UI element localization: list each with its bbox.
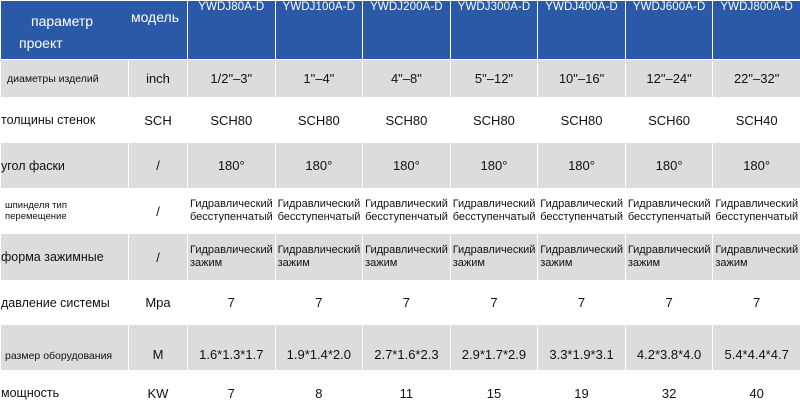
cell-value: 7 (275, 281, 363, 325)
param-label: параметр (31, 13, 93, 29)
cell-value: 32 (625, 371, 713, 416)
cell-value: 4"–8" (363, 60, 451, 98)
table-row (1, 143, 800, 189)
cell-value: 2.7*1.6*2.3 (363, 325, 451, 371)
row-unit: / (129, 189, 188, 234)
cell-value: SCH80 (275, 98, 363, 143)
row-name: давление системы (1, 281, 129, 325)
cell-value: Гидравлический зажим (450, 234, 538, 281)
model-header: YWDJ600A-D (625, 1, 713, 60)
cell-value: Гидравлический зажим (625, 234, 713, 281)
row-unit: Mpa (129, 281, 188, 325)
cell-value: Гидравлический бесступенчатый (450, 189, 538, 234)
cell-value: SCH60 (625, 98, 713, 143)
model-label: модель (131, 9, 179, 25)
cell-value: Гидравлический бесступенчатый (625, 189, 713, 234)
cell-value: Гидравлический зажим (713, 234, 800, 281)
cell-value: SCH80 (363, 98, 451, 143)
cell-value: 2.9*1.7*2.9 (450, 325, 538, 371)
model-header: YWDJ400A-D (538, 1, 626, 60)
cell-value: 180° (363, 143, 451, 189)
table-row (1, 234, 800, 281)
cell-value: SCH40 (713, 98, 800, 143)
cell-value: 4.2*3.8*4.0 (625, 325, 713, 371)
row-unit: M (129, 325, 188, 371)
table-row (1, 60, 800, 98)
cell-value: 180° (625, 143, 713, 189)
cell-value: Гидравлический бесступенчатый (275, 189, 363, 234)
cell-value: 22"–32" (713, 60, 800, 98)
table-row (1, 371, 800, 416)
row-name: толщины стенок (1, 98, 129, 143)
cell-value: 5"–12" (450, 60, 538, 98)
cell-value: 1"–4" (275, 60, 363, 98)
cell-value: 180° (188, 143, 276, 189)
cell-value: 5.4*4.4*4.7 (713, 325, 800, 371)
model-header: YWDJ200A-D (363, 1, 451, 60)
cell-value: 40 (713, 371, 800, 416)
cell-value: Гидравлический бесступенчатый (538, 189, 626, 234)
cell-value: Гидравлический зажим (363, 234, 451, 281)
header-row (1, 1, 800, 60)
table-row (1, 98, 800, 143)
row-unit: SCH (129, 98, 188, 143)
row-unit: / (129, 143, 188, 189)
cell-value: Гидравлический зажим (275, 234, 363, 281)
cell-value: 7 (363, 281, 451, 325)
cell-value: 11 (363, 371, 451, 416)
cell-value: 7 (188, 281, 276, 325)
table-row (1, 325, 800, 371)
row-unit: / (129, 234, 188, 281)
row-name: мощность (1, 371, 129, 416)
cell-value: Гидравлический бесступенчатый (713, 189, 800, 234)
cell-value: Гидравлический зажим (188, 234, 276, 281)
cell-value: 7 (538, 281, 626, 325)
row-name: диаметры изделий (1, 60, 129, 98)
cell-value: 8 (275, 371, 363, 416)
cell-value: 7 (625, 281, 713, 325)
row-unit: inch (129, 60, 188, 98)
cell-value: 3.3*1.9*3.1 (538, 325, 626, 371)
cell-value: Гидравлический зажим (538, 234, 626, 281)
cell-value: 15 (450, 371, 538, 416)
cell-value: 19 (538, 371, 626, 416)
model-header: YWDJ80A-D (188, 1, 276, 60)
table-row (1, 281, 800, 325)
table-row (1, 189, 800, 234)
cell-value: 180° (713, 143, 800, 189)
cell-value: 1.9*1.4*2.0 (275, 325, 363, 371)
cell-value: 10"–16" (538, 60, 626, 98)
cell-value: 1.6*1.3*1.7 (188, 325, 276, 371)
project-label: проект (19, 35, 63, 51)
cell-value: 7 (188, 371, 276, 416)
cell-value: SCH80 (188, 98, 276, 143)
model-header: YWDJ100A-D (275, 1, 363, 60)
row-name: шпинделя тип перемещение (1, 189, 129, 234)
cell-value: 180° (450, 143, 538, 189)
row-name: угол фаски (1, 143, 129, 189)
row-name: размер оборудования (1, 325, 129, 371)
cell-value: 7 (713, 281, 800, 325)
model-header: YWDJ300A-D (450, 1, 538, 60)
cell-value: Гидравлический бесступенчатый (363, 189, 451, 234)
cell-value: 7 (450, 281, 538, 325)
model-header: YWDJ800A-D (713, 1, 800, 60)
cell-value: 12"–24" (625, 60, 713, 98)
corner-header (1, 1, 188, 60)
cell-value: 180° (275, 143, 363, 189)
row-name: форма зажимные (1, 234, 129, 281)
row-unit: KW (129, 371, 188, 416)
cell-value: SCH80 (538, 98, 626, 143)
cell-value: 1/2"–3" (188, 60, 276, 98)
cell-value: SCH80 (450, 98, 538, 143)
cell-value: Гидравлический бесступенчатый (188, 189, 276, 234)
cell-value: 180° (538, 143, 626, 189)
